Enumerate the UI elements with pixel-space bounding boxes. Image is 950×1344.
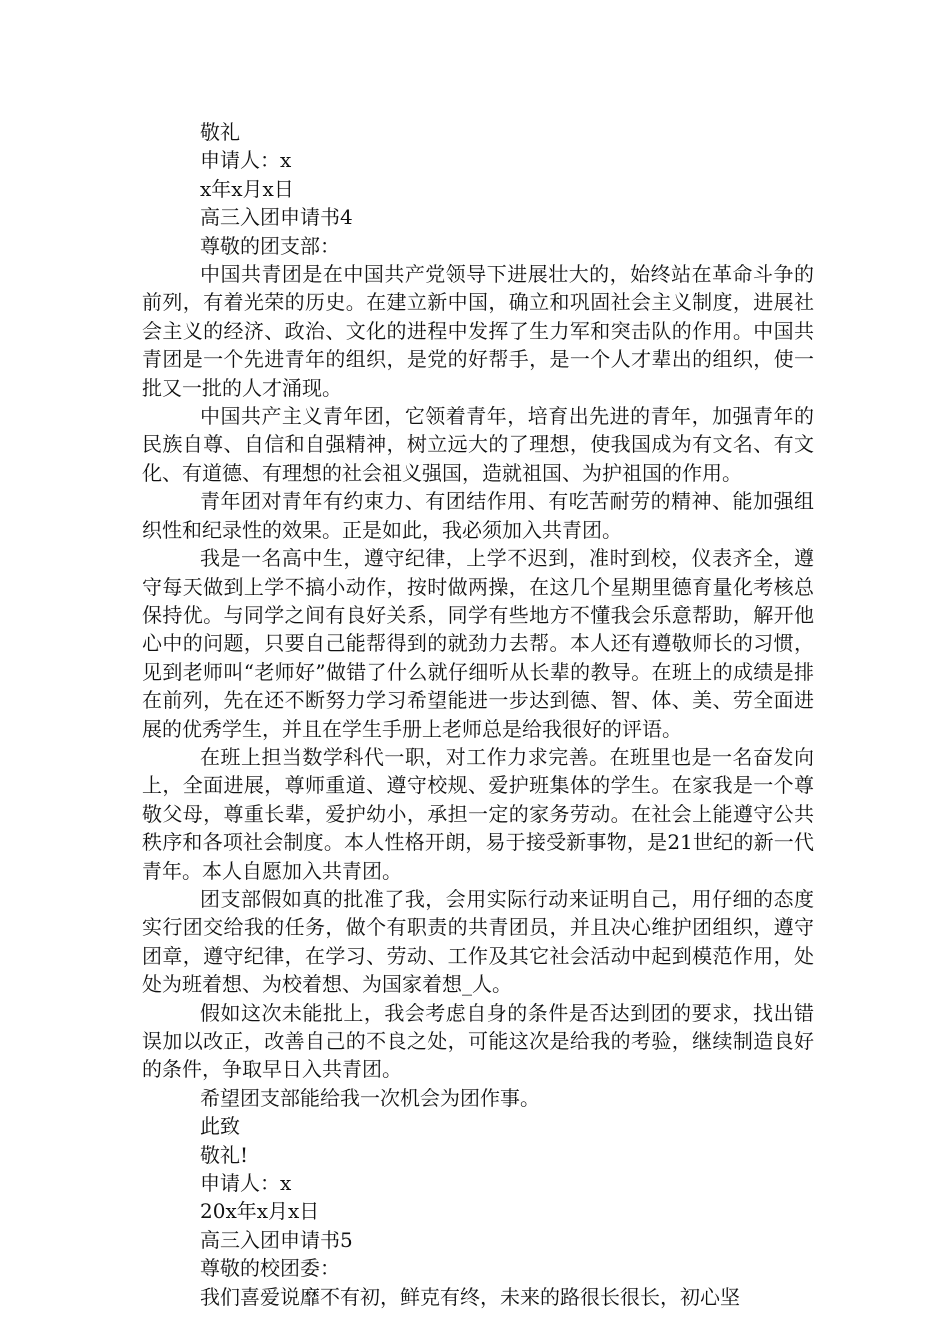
applicant-line: 申请人：x <box>200 1171 292 1196</box>
section-title: 高三入团申请书5 <box>200 1227 353 1252</box>
closing-wish: 希望团支部能给我一次机会为团作事。 <box>200 1085 540 1110</box>
document-body <box>142 118 814 1311</box>
body-paragraph: 假如这次未能批上，我会考虑自身的条件是否达到团的要求，找出错误加以改正，改善自己的不良之处，可能这次是给我的考验，继续制造良好的条件，争取早日入共青团。 <box>142 1000 814 1082</box>
closing-salute: 敬礼 <box>200 120 240 144</box>
salutation: 尊敬的团支部： <box>200 233 340 258</box>
body-paragraph: 中国共青团是在中国共产党领导下进展壮大的，始终站在革命斗争的前列，有着光荣的历史。在建立新中国，确立和巩固社会主义制度，进展社会主义的经济、政治、文化的进程中发挥了生力军和突击队的作用。中国共青团是一个先进青年的组织，是党的好帮手，是一个人才辈出的组织，使一批又一批的人才涌现。 <box>142 262 814 400</box>
section-title: 高三入团申请书4 <box>200 205 353 230</box>
applicant-line: 申请人：x <box>200 148 292 173</box>
body-paragraph-truncated: 我们喜爱说靡不有初，鲜克有终，未来的路很长很长，初心坚 <box>200 1284 740 1309</box>
salutation: 尊敬的校团委： <box>200 1256 340 1281</box>
closing-ci-zhi: 此致 <box>200 1114 240 1139</box>
body-paragraph: 团支部假如真的批准了我，会用实际行动来证明自己，用仔细的态度实行团交给我的任务，做个有职责的共青团员，并且决心维护团组织，遵守团章，遵守纪律，在学习、劳动、工作及其它社会活动中起到模范作用，处处为班着想、为校着想、为国家着想_人。 <box>142 886 814 997</box>
body-paragraph: 中国共产主义青年团，它领着青年，培育出先进的青年，加强青年的民族自尊、自信和自强精神，树立远大的了理想，使我国成为有文名、有文化、有道德、有理想的社会祖义强国，造就祖国、为护祖国的作用。 <box>142 404 814 485</box>
body-paragraph: 我是一名高中生，遵守纪律，上学不迟到，准时到校，仪表齐全，遵守每天做到上学不搞小动作，按时做两操，在这几个星期里德育量化考核总保持优。与同学之间有良好关系，同学有些地方不懂我会乐意帮助，解开他心中的问题，只要自己能帮得到的就劲力去帮。本人还有遵敬师长的习惯，见到老师叫“老师好”做错了什么就仔细听从长辈的教导。在班上的成绩是排在前列，先在还不断努力学习希望能进一步达到德、智、体、美、劳全面进展的优秀学生，并且在学生手册上老师总是给我很好的评语。 <box>142 546 814 741</box>
body-paragraph: 在班上担当数学科代一职，对工作力求完善。在班里也是一名奋发向上，全面进展，尊师重道、遵守校规、爱护班集体的学生。在家我是一个尊敬父母，尊重长辈，爱护幼小，承担一定的家务劳动。在社会上能遵守公共秩序和各项社会制度。本人性格开朗，易于接受新事物，是21世纪的新一代青年。本人自愿加入共青团。 <box>142 744 814 883</box>
date-line: 20x年x月x日 <box>200 1199 320 1224</box>
date-line: x年x月x日 <box>200 176 294 201</box>
body-paragraph: 青年团对青年有约束力、有团结作用、有吃苦耐劳的精神、能加强组织性和纪录性的效果。正是如此，我必须加入共青团。 <box>142 489 814 542</box>
closing-salute: 敬礼! <box>200 1142 249 1167</box>
